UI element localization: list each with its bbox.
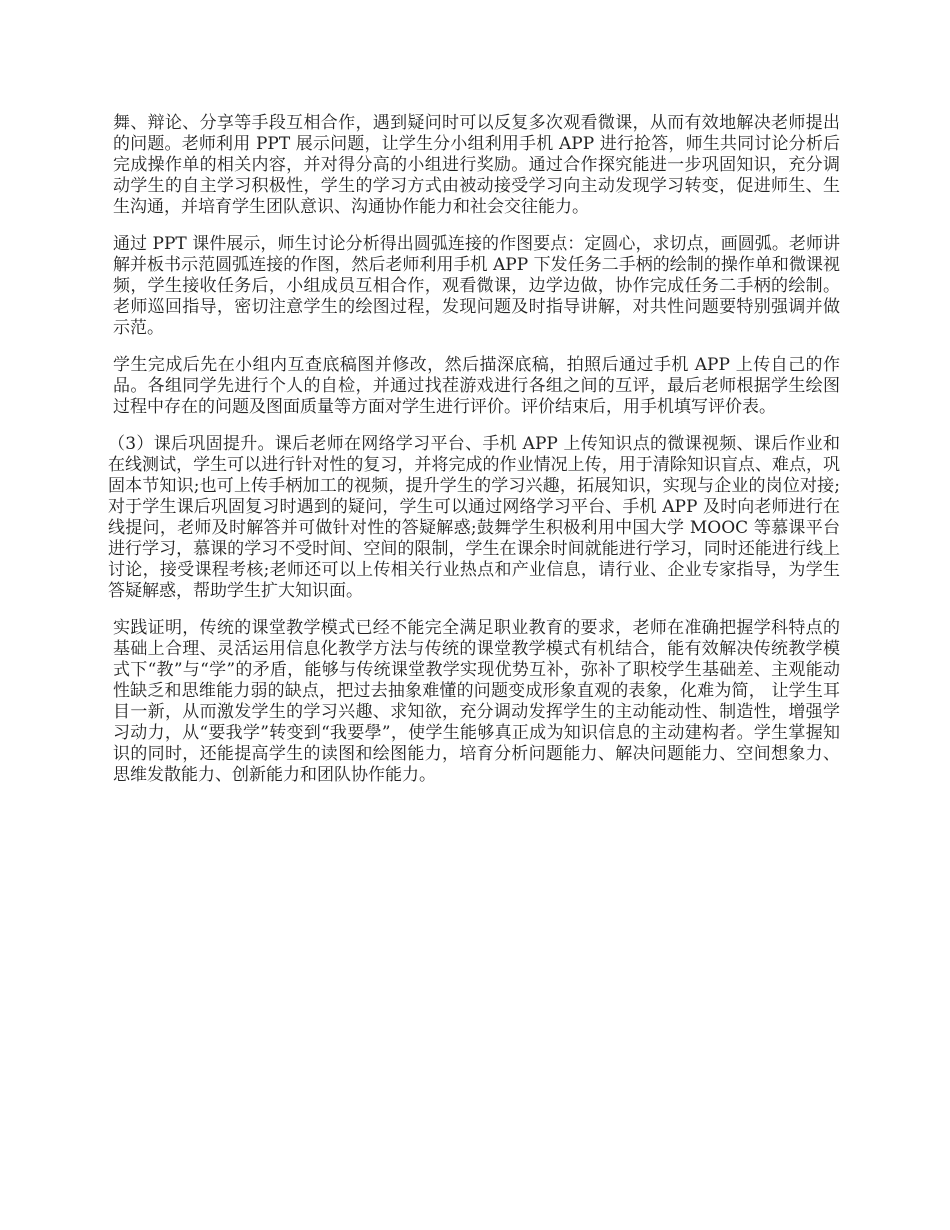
document-body [108,113,841,802]
paragraph-4: （3）课后巩固提升。课后老师在网络学习平台、手机 APP 上传知识点的微课视频、课后作业和在线测试，学生可以进行针对性的复习，并将完成的作业情况上传，用于清除知识盲点、难点，巩固本节知识;也可上传手柄加工的视频，提升学生的学习兴趣，拓展知识，实现与企业的岗位对接;对于学生课后巩固复习时遇到的疑问，学生可以通过网络学习平台、手机 APP 及时向老师进行在线提问，老师及时解答并可做针对性的答疑解惑;鼓舞学生积极利用中国大学 MOOC 等慕课平台进行学习，慕课的学习不受时间、空间的限制，学生在课余时间就能进行学习，同时还能进行线上讨论，接受课程考核;老师还可以上传相关行业热点和产业信息，请行业、企业专家指导，为学生答疑解惑，帮助学生扩大知识面。 [108,434,841,601]
paragraph-1: 舞、辩论、分享等手段互相合作，遇到疑问时可以反复多次观看微课，从而有效地解决老师提出的问题。老师利用 PPT 展示问题，让学生分小组利用手机 APP 进行抢答，师生共同讨论分析后完成操作单的相关内容，并对得分高的小组进行奖励。通过合作探究能进一步巩固知识，充分调动学生的自主学习积极性，学生的学习方式由被动接受学习向主动发现学习转变，促进师生、生生沟通，并培育学生团队意识、沟通协作能力和社会交往能力。 [113,113,840,217]
paragraph-3: 学生完成后先在小组内互查底稿图并修改，然后描深底稿，拍照后通过手机 APP 上传自己的作品。各组同学先进行个人的自检，并通过找茬游戏进行各组之间的互评，最后老师根据学生绘图过程中存在的问题及图面质量等方面对学生进行评价。评价结束后，用手机填写评价表。 [113,355,840,417]
paragraph-5: 实践证明，传统的课堂教学模式已经不能完全满足职业教育的要求，老师在准确把握学科特点的基础上合理、灵活运用信息化教学方法与传统的课堂教学模式有机结合，能有效解决传统教学模式下“教”与“学”的矛盾，能够与传统课堂教学实现优势互补，弥补了职校学生基础差、主观能动性缺乏和思维能力弱的缺点，把过去抽象难懂的问题变成形象直观的表象，化难为简， 让学生耳目一新，从而激发学生的学习兴趣、求知欲，充分调动发挥学生的主动能动性、制造性，增强学习动力，从“要我学”转变到“我要學”，使学生能够真正成为知识信息的主动建构者。学生掌握知识的同时，还能提高学生的读图和绘图能力，培育分析问题能力、解决问题能力、空间想象力、思维发散能力、创新能力和团队协作能力。 [113,618,840,785]
paragraph-2: 通过 PPT 课件展示，师生讨论分析得出圆弧连接的作图要点：定圆心，求切点，画圆弧。老师讲解并板书示范圆弧连接的作图，然后老师利用手机 APP 下发任务二手柄的绘制的操作单和微课视频，学生接收任务后，小组成员互相合作，观看微课，边学边做，协作完成任务二手柄的绘制。老师巡回指导，密切注意学生的绘图过程，发现问题及时指导讲解，对共性问题要特别强调并做示范。 [113,234,840,338]
